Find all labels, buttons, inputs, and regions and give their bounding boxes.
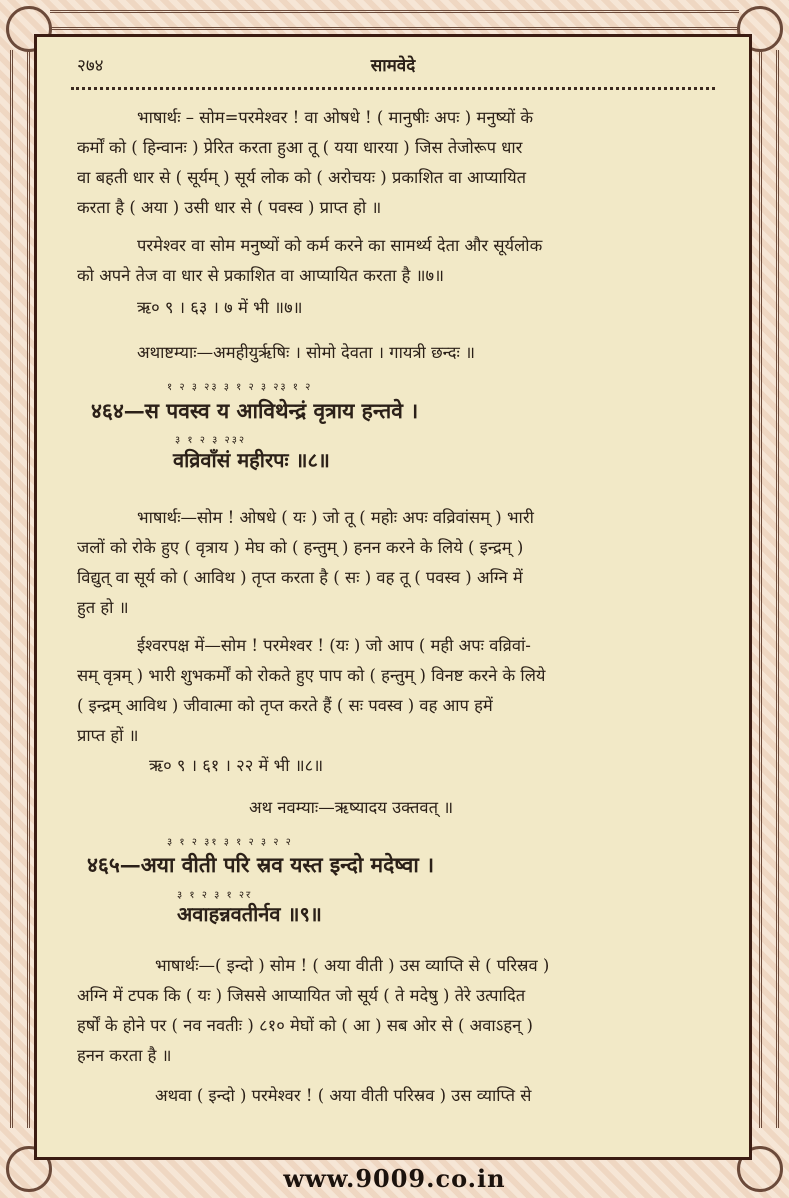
text-line: अग्नि में टपक कि ( यः ) जिससे आप्यायित जो सूर्य ( ते मदेषु ) तेरे उत्पादित (77, 986, 526, 1005)
border-ornament-top (50, 10, 739, 30)
text-line: जलों को रोके हुए ( वृत्राय ) मेघ को ( हन्तुम् ) हनन करने के लिये ( इन्द्रम् ) (77, 538, 524, 557)
text-line: सम् वृत्रम् ) भारी शुभकर्मों को रोकते हुए पाप को ( हन्तुम् ) विनष्ट करने के लिये (77, 666, 546, 685)
accent-marks: ३ १ २ ३१ ३ १ २ ३ २ २ (167, 837, 293, 848)
accent-marks: ३ १ २ ३ १ २र (177, 890, 253, 901)
mantra-line: ४६४—स पवस्व य आविथेन्द्रं वृत्राय हन्तवे । (91, 398, 419, 423)
text-line: को अपने तेज वा धार से प्रकाशित वा आप्यायित करता है ॥७॥ (77, 266, 445, 285)
text-line: ( इन्द्रम् आविथ ) जीवात्मा को तृप्त करते हैं ( सः पवस्व ) वह आप हमें (77, 696, 493, 715)
text-line: हुत हो ॥ (77, 598, 129, 617)
text-line: विद्युत् वा सूर्य को ( आविथ ) तृप्त करता है ( सः ) वह तू ( पवस्व ) अग्नि में (77, 568, 523, 587)
header-rule (71, 87, 715, 90)
page-header (77, 53, 709, 77)
text-line: वा बहती धार से ( सूर्यम् ) सूर्य लोक को ( अरोचयः ) प्रकाशित वा आप्यायित (77, 168, 527, 187)
accent-marks: ३ १ २ ३ २३२ (175, 435, 247, 446)
accent-marks: १ २ ३ २३ ३ १ २ ३ २३ १ २ (167, 382, 313, 393)
text-line: प्राप्त हों ॥ (77, 726, 139, 745)
text-line: भाषार्थः—( इन्दो ) सोम ! ( अया वीती ) उस व्याप्ति से ( परिस्रव ) (155, 956, 550, 975)
text-line: परमेश्वर वा सोम मनुष्यों को कर्म करने का सामर्थ्य देता और सूर्यलोक (137, 236, 543, 255)
text-line: भाषार्थः – सोम=परमेश्वर ! वा ओषधे ! ( मानुषीः अपः ) मनुष्यों के (137, 108, 534, 127)
text-line: करता है ( अया ) उसी धार से ( पवस्व ) प्राप्त हो ॥ (77, 198, 382, 217)
text-line: अथवा ( इन्दो ) परमेश्वर ! ( अया वीती परिस्रव ) उस व्याप्ति से (155, 1086, 532, 1105)
reference-line: ऋ० ९ । ६३ । ७ में भी ॥७॥ (137, 298, 303, 317)
border-ornament-left (10, 50, 30, 1128)
text-line: कर्मों को ( हिन्वानः ) प्रेरित करता हुआ तू ( यया धारया ) जिस तेजोरूप धार (77, 138, 523, 157)
text-line: ईश्वरपक्ष में—सोम ! परमेश्वर ! (यः ) जो आप ( मही अपः वव्रिवां- (137, 636, 531, 655)
mantra-line: वव्रिवाँसं महीरपः ॥८॥ (173, 448, 330, 472)
mantra-line: ४६५—अया वीती परि स्रव यस्त इन्दो मदेष्वा । (87, 852, 435, 877)
page-number: २७४ (77, 56, 104, 76)
reference-line: ऋ० ९ । ६१ । २२ में भी ॥८॥ (149, 756, 324, 775)
scanned-page (34, 34, 752, 1160)
text-line: हनन करता है ॥ (77, 1046, 172, 1065)
text-line: हर्षों के होने पर ( नव नवतीः ) ८१० मेघों को ( आ ) सब ओर से ( अवाऽहन् ) (77, 1016, 533, 1035)
section-heading: अथाष्टम्याः—अमहीयुर्ऋषिः । सोमो देवता । गायत्री छन्दः ॥ (137, 343, 475, 362)
section-heading: अथ नवम्याः—ऋष्यादय उक्तवत् ॥ (249, 798, 454, 817)
mantra-line: अवाहन्नवतीर्नव ॥९॥ (177, 902, 322, 926)
running-title: सामवेदे (370, 56, 416, 76)
text-line: भाषार्थः—सोम ! ओषधे ( यः ) जो तू ( महोः अपः वव्रिवांसम् ) भारी (137, 508, 534, 527)
border-ornament-right (759, 50, 779, 1128)
site-watermark: www.9009.co.in (283, 1164, 506, 1193)
